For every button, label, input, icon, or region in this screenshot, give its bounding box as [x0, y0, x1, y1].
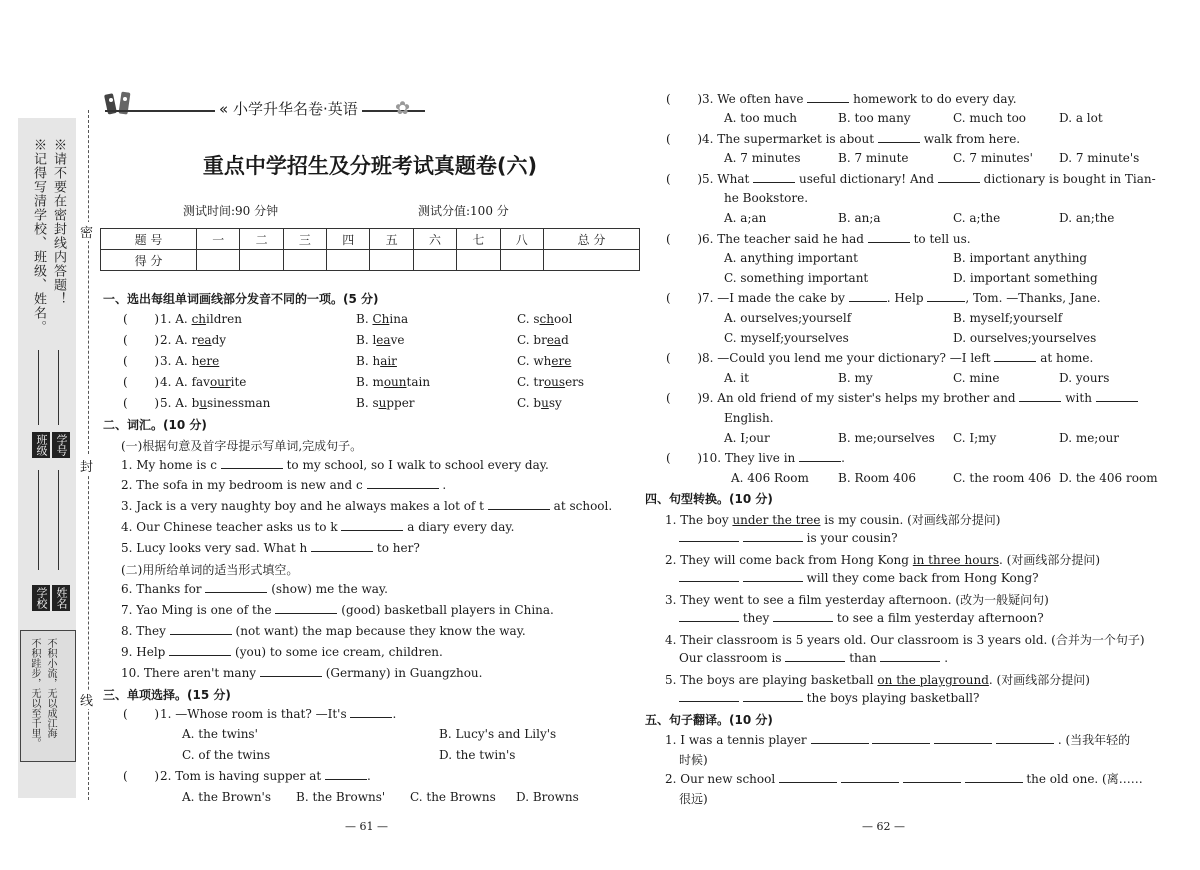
s3-q8-opt-c: C. mine	[953, 371, 1000, 385]
s3-q9-cont: English.	[724, 411, 774, 425]
s3-q1: 1. —Whose room is that? —It's .	[160, 707, 397, 721]
s3-q2-opt-d: D. Browns	[516, 790, 579, 804]
score-cell[interactable]	[413, 250, 456, 271]
answer-blank[interactable]	[841, 772, 899, 783]
answer-bracket[interactable]: ( )	[666, 451, 703, 465]
s1-q3-c: C. where	[517, 354, 572, 368]
section2-title: 二、词汇。(10 分)	[103, 418, 207, 432]
notice-no-answer: ※请不要在密封线内答题！	[51, 138, 66, 306]
s3-q9: 9. An old friend of my sister's helps my brother and with	[702, 391, 1138, 405]
answer-bracket[interactable]: ( )	[666, 132, 703, 146]
answer-blank[interactable]	[811, 733, 869, 744]
s3-q7-opt-c: C. myself;yourselves	[724, 331, 849, 345]
answer-blank[interactable]	[679, 691, 739, 702]
score-header: 五	[370, 229, 413, 250]
s1-q1-b: B. China	[356, 312, 409, 326]
s3-q1-opt-d: D. the twin's	[439, 748, 516, 762]
label-name: 姓名	[52, 585, 70, 611]
answer-blank[interactable]	[325, 769, 367, 780]
section2-sub2: (二)用所给单词的适当形式填空。	[121, 563, 299, 577]
s3-q9-opt-c: C. I;my	[953, 431, 997, 445]
answer-blank[interactable]	[679, 531, 739, 542]
answer-blank[interactable]	[221, 458, 283, 469]
answer-blank[interactable]	[994, 351, 1036, 362]
answer-bracket[interactable]: ( )	[123, 354, 160, 368]
score-cell[interactable]	[500, 250, 543, 271]
answer-blank[interactable]	[743, 571, 803, 582]
answer-blank[interactable]	[275, 603, 337, 614]
s3-q5-cont: he Bookstore.	[724, 191, 809, 205]
s1-q4-c: C. trousers	[517, 375, 585, 389]
s3-q8-opt-d: D. yours	[1059, 371, 1110, 385]
s2-q4: 4. Our Chinese teacher asks us to k a diary every day.	[121, 520, 515, 534]
answer-blank[interactable]	[1096, 391, 1138, 402]
test-time: 测试时间:90 分钟	[183, 204, 279, 218]
s3-q3-opt-b: B. too many	[838, 111, 911, 125]
s4-q2: 2. They will come back from Hong Kong in three hours. (对画线部分提问)	[665, 553, 1101, 567]
s4-q2-answer: will they come back from Hong Kong?	[679, 571, 1039, 585]
s3-q3-opt-c: C. much too	[953, 111, 1027, 125]
score-table	[100, 228, 640, 271]
s1-q2-b: B. leave	[356, 333, 405, 347]
answer-bracket[interactable]: ( )	[666, 172, 703, 186]
s1-q5-a: 5. A. businessman	[160, 396, 271, 410]
score-header: 七	[457, 229, 500, 250]
s3-q4: 4. The supermarket is about walk from here.	[702, 132, 1021, 146]
s3-q5-opt-d: D. an;the	[1059, 211, 1115, 225]
class-line-2[interactable]	[38, 470, 39, 570]
s5-q1-cont: 时候)	[679, 753, 708, 767]
s2-q8: 8. They (not want) the map because they know the way.	[121, 624, 526, 638]
seal-word-feng: 封	[80, 456, 93, 475]
s3-q3-opt-a: A. too much	[724, 111, 797, 125]
s3-q9-opt-d: D. me;our	[1059, 431, 1120, 445]
s3-q3-opt-d: D. a lot	[1059, 111, 1103, 125]
page-number-left: — 61 —	[345, 820, 388, 833]
score-cell[interactable]	[327, 250, 370, 271]
answer-blank[interactable]	[868, 232, 910, 243]
answer-blank[interactable]	[743, 531, 803, 542]
series-title: « 小学升华名卷·英语	[215, 98, 362, 119]
s3-q4-opt-b: B. 7 minute	[838, 151, 909, 165]
score-header: 八	[500, 229, 543, 250]
answer-bracket[interactable]: ( )	[123, 707, 160, 721]
section1-title: 一、选出每组单词画线部分发音不同的一项。(5 分)	[103, 292, 379, 306]
s3-q9-opt-b: B. me;ourselves	[838, 431, 935, 445]
s2-q3: 3. Jack is a very naughty boy and he always makes a lot of t at school.	[121, 499, 613, 513]
notice-write-info: ※记得写清学校、班级、姓名。	[31, 138, 46, 334]
answer-bracket[interactable]: ( )	[123, 769, 160, 783]
s2-q1: 1. My home is c to my school, so I walk to school every day.	[121, 458, 549, 472]
answer-bracket[interactable]: ( )	[123, 375, 160, 389]
label-class: 班级	[32, 432, 50, 458]
score-table-header-row	[101, 229, 640, 250]
answer-blank[interactable]	[799, 451, 841, 462]
answer-bracket[interactable]: ( )	[666, 92, 703, 106]
s1-q5-c: C. busy	[517, 396, 562, 410]
s3-q8-opt-b: B. my	[838, 371, 873, 385]
s2-q5: 5. Lucy looks very sad. What h to her?	[121, 541, 420, 555]
answer-blank[interactable]	[878, 132, 920, 143]
answer-blank[interactable]	[965, 772, 1023, 783]
s5-q2: 2. Our new school the old one. (离……	[665, 772, 1143, 786]
score-header: 六	[413, 229, 456, 250]
s1-q4-a: 4. A. favourite	[160, 375, 247, 389]
s4-q5-answer: the boys playing basketball?	[679, 691, 979, 705]
s3-q3: 3. We often have homework to do every day.	[702, 92, 1017, 106]
s3-q4-opt-d: D. 7 minute's	[1059, 151, 1140, 165]
s4-q4: 4. Their classroom is 5 years old. Our classroom is 3 years old. (合并为一个句子)	[665, 633, 1145, 647]
s3-q5-opt-b: B. an;a	[838, 211, 881, 225]
s3-q7: 7. —I made the cake by . Help , Tom. —Thanks, Jane.	[702, 291, 1101, 305]
s3-q10-opt-c: C. the room 406	[953, 471, 1052, 485]
score-header: 一	[197, 229, 240, 250]
s1-q1-a: 1. A. children	[160, 312, 242, 326]
s5-q1: 1. I was a tennis player . (当我年轻的	[665, 733, 1131, 747]
score-header: 二	[240, 229, 283, 250]
answer-blank[interactable]	[753, 172, 795, 183]
answer-bracket[interactable]: ( )	[123, 396, 160, 410]
s3-q8-opt-a: A. it	[724, 371, 749, 385]
s3-q10-opt-a: A. 406 Room	[731, 471, 809, 485]
answer-blank[interactable]	[807, 92, 849, 103]
s3-q5-opt-a: A. a;an	[724, 211, 767, 225]
section5-title: 五、句子翻译。(10 分)	[645, 713, 773, 727]
s4-q5: 5. The boys are playing basketball on the playground. (对画线部分提问)	[665, 673, 1090, 687]
s3-q5: 5. What useful dictionary! And dictionary is bought in Tian-	[702, 172, 1156, 186]
answer-bracket[interactable]: ( )	[666, 232, 703, 246]
score-header: 四	[327, 229, 370, 250]
test-score: 测试分值:100 分	[418, 204, 509, 218]
s2-q6: 6. Thanks for (show) me the way.	[121, 582, 388, 596]
answer-blank[interactable]	[785, 651, 845, 662]
answer-blank[interactable]	[341, 520, 403, 531]
s2-q9: 9. Help (you) to some ice cream, children.	[121, 645, 443, 659]
s3-q7-opt-a: A. ourselves;yourself	[724, 311, 852, 325]
section4-title: 四、句型转换。(10 分)	[645, 492, 773, 506]
score-cell[interactable]	[240, 250, 283, 271]
answer-blank[interactable]	[679, 611, 739, 622]
s4-q3: 3. They went to see a film yesterday afternoon. (改为一般疑问句)	[665, 593, 1049, 607]
s3-q10: 10. They live in .	[702, 451, 845, 465]
score-table-row	[101, 250, 640, 271]
s1-q2-c: C. bread	[517, 333, 569, 347]
seal-word-xian: 线	[80, 690, 93, 709]
s3-q1-opt-c: C. of the twins	[182, 748, 271, 762]
answer-blank[interactable]	[880, 651, 940, 662]
answer-blank[interactable]	[679, 571, 739, 582]
score-header: 三	[283, 229, 326, 250]
answer-blank[interactable]	[903, 772, 961, 783]
exam-title: 重点中学招生及分班考试真题卷(六)	[202, 154, 538, 178]
answer-blank[interactable]	[170, 624, 232, 635]
answer-blank[interactable]	[260, 666, 322, 677]
s3-q2-opt-a: A. the Brown's	[182, 790, 271, 804]
s3-q2-opt-c: C. the Browns	[410, 790, 496, 804]
s1-q4-b: B. mountain	[356, 375, 431, 389]
s3-q1-opt-b: B. Lucy's and Lily's	[439, 727, 557, 741]
answer-blank[interactable]	[934, 733, 992, 744]
s5-q2-cont: 很远)	[679, 792, 708, 806]
s1-q3-a: 3. A. here	[160, 354, 220, 368]
s3-q6-opt-d: D. important something	[953, 271, 1098, 285]
s3-q7-opt-d: D. ourselves;yourselves	[953, 331, 1097, 345]
answer-blank[interactable]	[488, 499, 550, 510]
answer-blank[interactable]	[205, 582, 267, 593]
score-header: 总 分	[543, 229, 639, 250]
proverb-line-2: 不积跬步，无以至千里。	[29, 638, 40, 748]
answer-blank[interactable]	[311, 541, 373, 552]
proverb-line-1: 不积小流，无以成江海	[45, 638, 56, 738]
answer-bracket[interactable]: ( )	[666, 391, 703, 405]
student-no-line-2[interactable]	[58, 470, 59, 570]
s3-q7-opt-b: B. myself;yourself	[953, 311, 1063, 325]
answer-blank[interactable]	[927, 291, 965, 302]
answer-bracket[interactable]: ( )	[123, 333, 160, 347]
s4-q1: 1. The boy under the tree is my cousin. (对画线部分提问)	[665, 513, 1001, 527]
score-cell[interactable]	[543, 250, 639, 271]
s3-q2: 2. Tom is having supper at .	[160, 769, 371, 783]
s3-q2-opt-b: B. the Browns'	[296, 790, 386, 804]
class-line[interactable]	[38, 350, 39, 425]
answer-bracket[interactable]: ( )	[666, 351, 703, 365]
s3-q8: 8. —Could you lend me your dictionary? —I left at home.	[702, 351, 1094, 365]
s3-q6-opt-c: C. something important	[724, 271, 869, 285]
answer-blank[interactable]	[743, 691, 803, 702]
answer-blank[interactable]	[938, 172, 980, 183]
answer-blank[interactable]	[849, 291, 887, 302]
s3-q10-opt-d: D. the 406 room	[1059, 471, 1158, 485]
seal-word-mi: 密	[80, 222, 93, 241]
s3-q10-opt-b: B. Room 406	[838, 471, 917, 485]
answer-bracket[interactable]: ( )	[123, 312, 160, 326]
s4-q3-answer: they to see a film yesterday afternoon?	[679, 611, 1044, 625]
score-header: 题 号	[101, 229, 197, 250]
page-number-right: — 62 —	[862, 820, 905, 833]
s2-q2: 2. The sofa in my bedroom is new and c .	[121, 478, 447, 492]
pencil-logo-icon	[100, 90, 144, 121]
answer-blank[interactable]	[169, 645, 231, 656]
s1-q2-a: 2. A. ready	[160, 333, 227, 347]
s3-q1-opt-a: A. the twins'	[182, 727, 258, 741]
s3-q5-opt-c: C. a;the	[953, 211, 1001, 225]
s2-q10: 10. There aren't many (Germany) in Guangzhou.	[121, 666, 483, 680]
s1-q3-b: B. hair	[356, 354, 397, 368]
section3-title: 三、单项选择。(15 分)	[103, 688, 231, 702]
score-cell[interactable]	[197, 250, 240, 271]
score-row-label: 得 分	[101, 250, 197, 271]
answer-blank[interactable]	[872, 733, 930, 744]
answer-blank[interactable]	[996, 733, 1054, 744]
s1-q1-c: C. school	[517, 312, 573, 326]
answer-blank[interactable]	[779, 772, 837, 783]
score-cell[interactable]	[283, 250, 326, 271]
s4-q1-answer: is your cousin?	[679, 531, 898, 545]
s3-q4-opt-a: A. 7 minutes	[724, 151, 801, 165]
section2-sub1: (一)根据句意及首字母提示写单词,完成句子。	[121, 439, 363, 453]
s2-q7: 7. Yao Ming is one of the (good) basketball players in China.	[121, 603, 554, 617]
s3-q4-opt-c: C. 7 minutes'	[953, 151, 1033, 165]
s3-q6-opt-b: B. important anything	[953, 251, 1088, 265]
answer-blank[interactable]	[350, 707, 392, 718]
score-cell[interactable]	[457, 250, 500, 271]
s4-q4-answer: Our classroom is than .	[679, 651, 949, 665]
label-student-no: 学号	[52, 432, 70, 458]
answer-bracket[interactable]: ( )	[666, 291, 703, 305]
s3-q6-opt-a: A. anything important	[724, 251, 858, 265]
answer-blank[interactable]	[367, 478, 439, 489]
student-no-line[interactable]	[58, 350, 59, 425]
score-cell[interactable]	[370, 250, 413, 271]
s3-q9-opt-a: A. I;our	[724, 431, 770, 445]
answer-blank[interactable]	[1019, 391, 1061, 402]
answer-blank[interactable]	[773, 611, 833, 622]
s1-q5-b: B. supper	[356, 396, 415, 410]
s3-q6: 6. The teacher said he had to tell us.	[702, 232, 971, 246]
label-school: 学校	[32, 585, 50, 611]
flower-decor-icon: ✿	[395, 98, 411, 119]
